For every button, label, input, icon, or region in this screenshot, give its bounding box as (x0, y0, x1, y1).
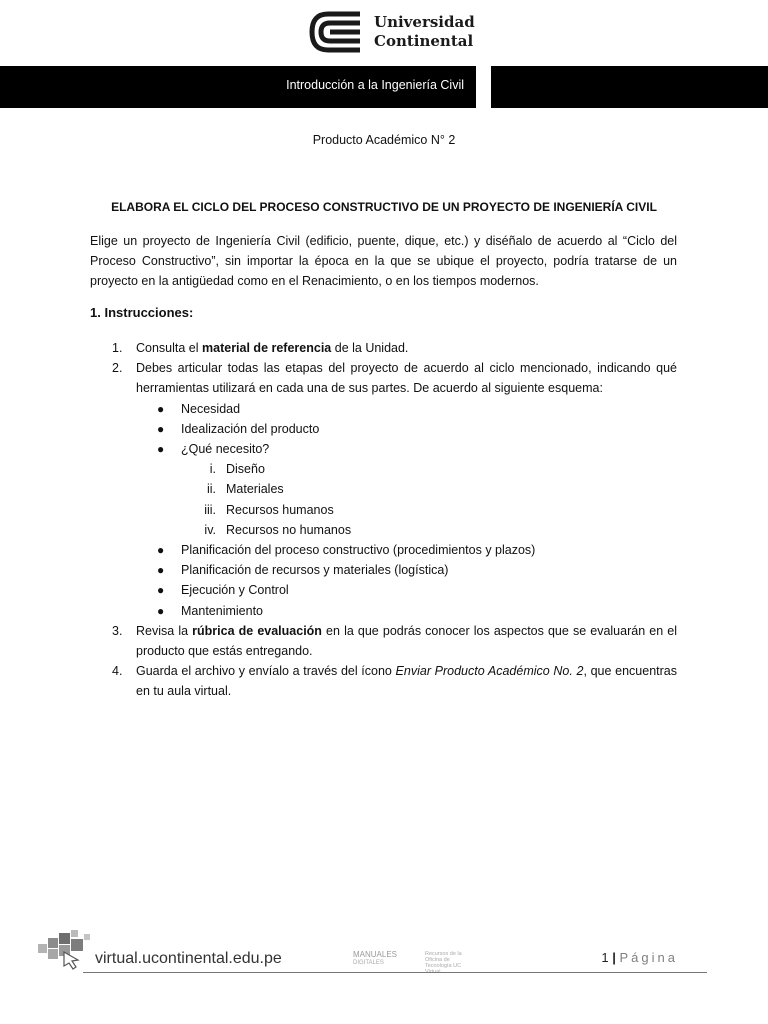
step-4 (90, 661, 677, 701)
header-bar-right (491, 66, 768, 108)
sub-item-label: Recursos humanos (226, 502, 334, 517)
step-number: 1. (112, 341, 123, 355)
manuales-logo (353, 951, 397, 967)
bullet-item (90, 399, 677, 419)
step-text: Debes articular todas las etapas del proyecto de acuerdo al ciclo mencionado, indicando qué herramientas utilizará en cada una de sus partes. De acuerdo al siguiente esquema: (136, 361, 677, 396)
step-text: Revisa la (136, 623, 193, 638)
bullet-item (90, 540, 677, 560)
sub-item (90, 479, 677, 499)
bullet-label: Mantenimiento (181, 603, 263, 618)
bullet-icon: ● (157, 401, 165, 416)
sub-item (90, 500, 677, 520)
bullet-icon: ● (157, 421, 165, 436)
manuales-word: MANUALES (353, 950, 398, 959)
step-1 (90, 338, 677, 358)
footer-url: virtual.ucontinental.edu.pe (95, 950, 282, 967)
bullet-icon: ● (157, 442, 165, 457)
page-number (601, 950, 678, 965)
page-word: Página (619, 950, 678, 965)
step-number: 2. (112, 361, 123, 376)
footer-divider (83, 972, 707, 973)
step-text: , que encuentras en tu aula virtual. (136, 664, 677, 699)
course-title: Introducción a la Ingeniería Civil (286, 78, 464, 92)
step-text: Consulta el (136, 341, 203, 355)
bullet-label: Planificación de recursos y materiales (logística) (181, 563, 449, 578)
product-label: Producto Académico N° 2 (312, 133, 456, 147)
section-title: 1. Instrucciones: (90, 305, 194, 320)
document-title: ELABORA EL CICLO DEL PROCESO CONSTRUCTIVO DE UN PROYECTO DE INGENIERÍA CIVIL (111, 200, 657, 214)
sub-item-label: Diseño (226, 462, 265, 477)
logo-line-2: Continental (374, 32, 474, 50)
bullet-icon: ● (157, 543, 165, 558)
digitales-word: DIGITALES (353, 960, 384, 966)
step-number: 3. (112, 623, 123, 638)
step-number: 4. (112, 664, 123, 679)
sub-item (90, 459, 677, 479)
page-separator: | (612, 950, 616, 965)
roman-numeral: iv. (204, 522, 216, 537)
bullet-label: ¿Qué necesito? (181, 442, 270, 457)
manuales-note: Recursos de la Oficina de Tecnología UC (425, 951, 462, 969)
step-3 (90, 621, 677, 661)
step-text: Guarda el archivo y envíalo a través del ícono (136, 664, 396, 679)
university-logo (308, 10, 475, 54)
uc-logo-icon (308, 10, 368, 54)
bullet-item (90, 580, 677, 600)
bullet-icon: ● (157, 583, 165, 598)
hand-click-icon (36, 930, 92, 975)
step-text: de la Unidad. (331, 341, 409, 355)
step-italic: Enviar Producto Académico No. 2 (395, 664, 584, 679)
bullet-icon: ● (157, 563, 165, 578)
intro-paragraph: Elige un proyecto de Ingeniería Civil (edificio, puente, dique, etc.) y diséñalo de acuerdo al “Ciclo del Proceso Constructivo”, sin importar la época en la que se ubique el proyecto, podría tratarse de un proyecto en la antigüedad como en el Renacimiento, o en los tiempos modernos. (90, 234, 677, 288)
roman-numeral: iii. (204, 502, 216, 517)
page-number-value: 1 (601, 950, 609, 965)
bullet-icon: ● (157, 603, 165, 618)
logo-line-1: Universidad (374, 13, 475, 31)
bullet-label: Idealización del producto (181, 421, 320, 436)
bullet-item (90, 601, 677, 621)
bullet-label: Planificación del proceso constructivo (procedimientos y plazos) (181, 543, 536, 558)
bullet-item (90, 419, 677, 439)
bullet-label: Necesidad (181, 401, 241, 416)
sub-item-label: Recursos no humanos (226, 522, 352, 537)
header-bar-left (0, 66, 476, 108)
bullet-item (90, 439, 677, 459)
roman-numeral: ii. (206, 482, 216, 497)
bullet-label: Ejecución y Control (181, 583, 289, 598)
step-bold: material de referencia (202, 341, 332, 355)
step-text: en la que podrás conocer los aspectos que se evaluarán en el producto que estás entregando. (136, 623, 677, 659)
instructions-list (90, 338, 677, 702)
step-bold: rúbrica de evaluación (192, 623, 322, 638)
roman-numeral: i. (209, 462, 216, 477)
bullet-item (90, 560, 677, 580)
step-2 (90, 358, 677, 398)
sub-item-label: Materiales (226, 482, 284, 497)
sub-item (90, 520, 677, 540)
